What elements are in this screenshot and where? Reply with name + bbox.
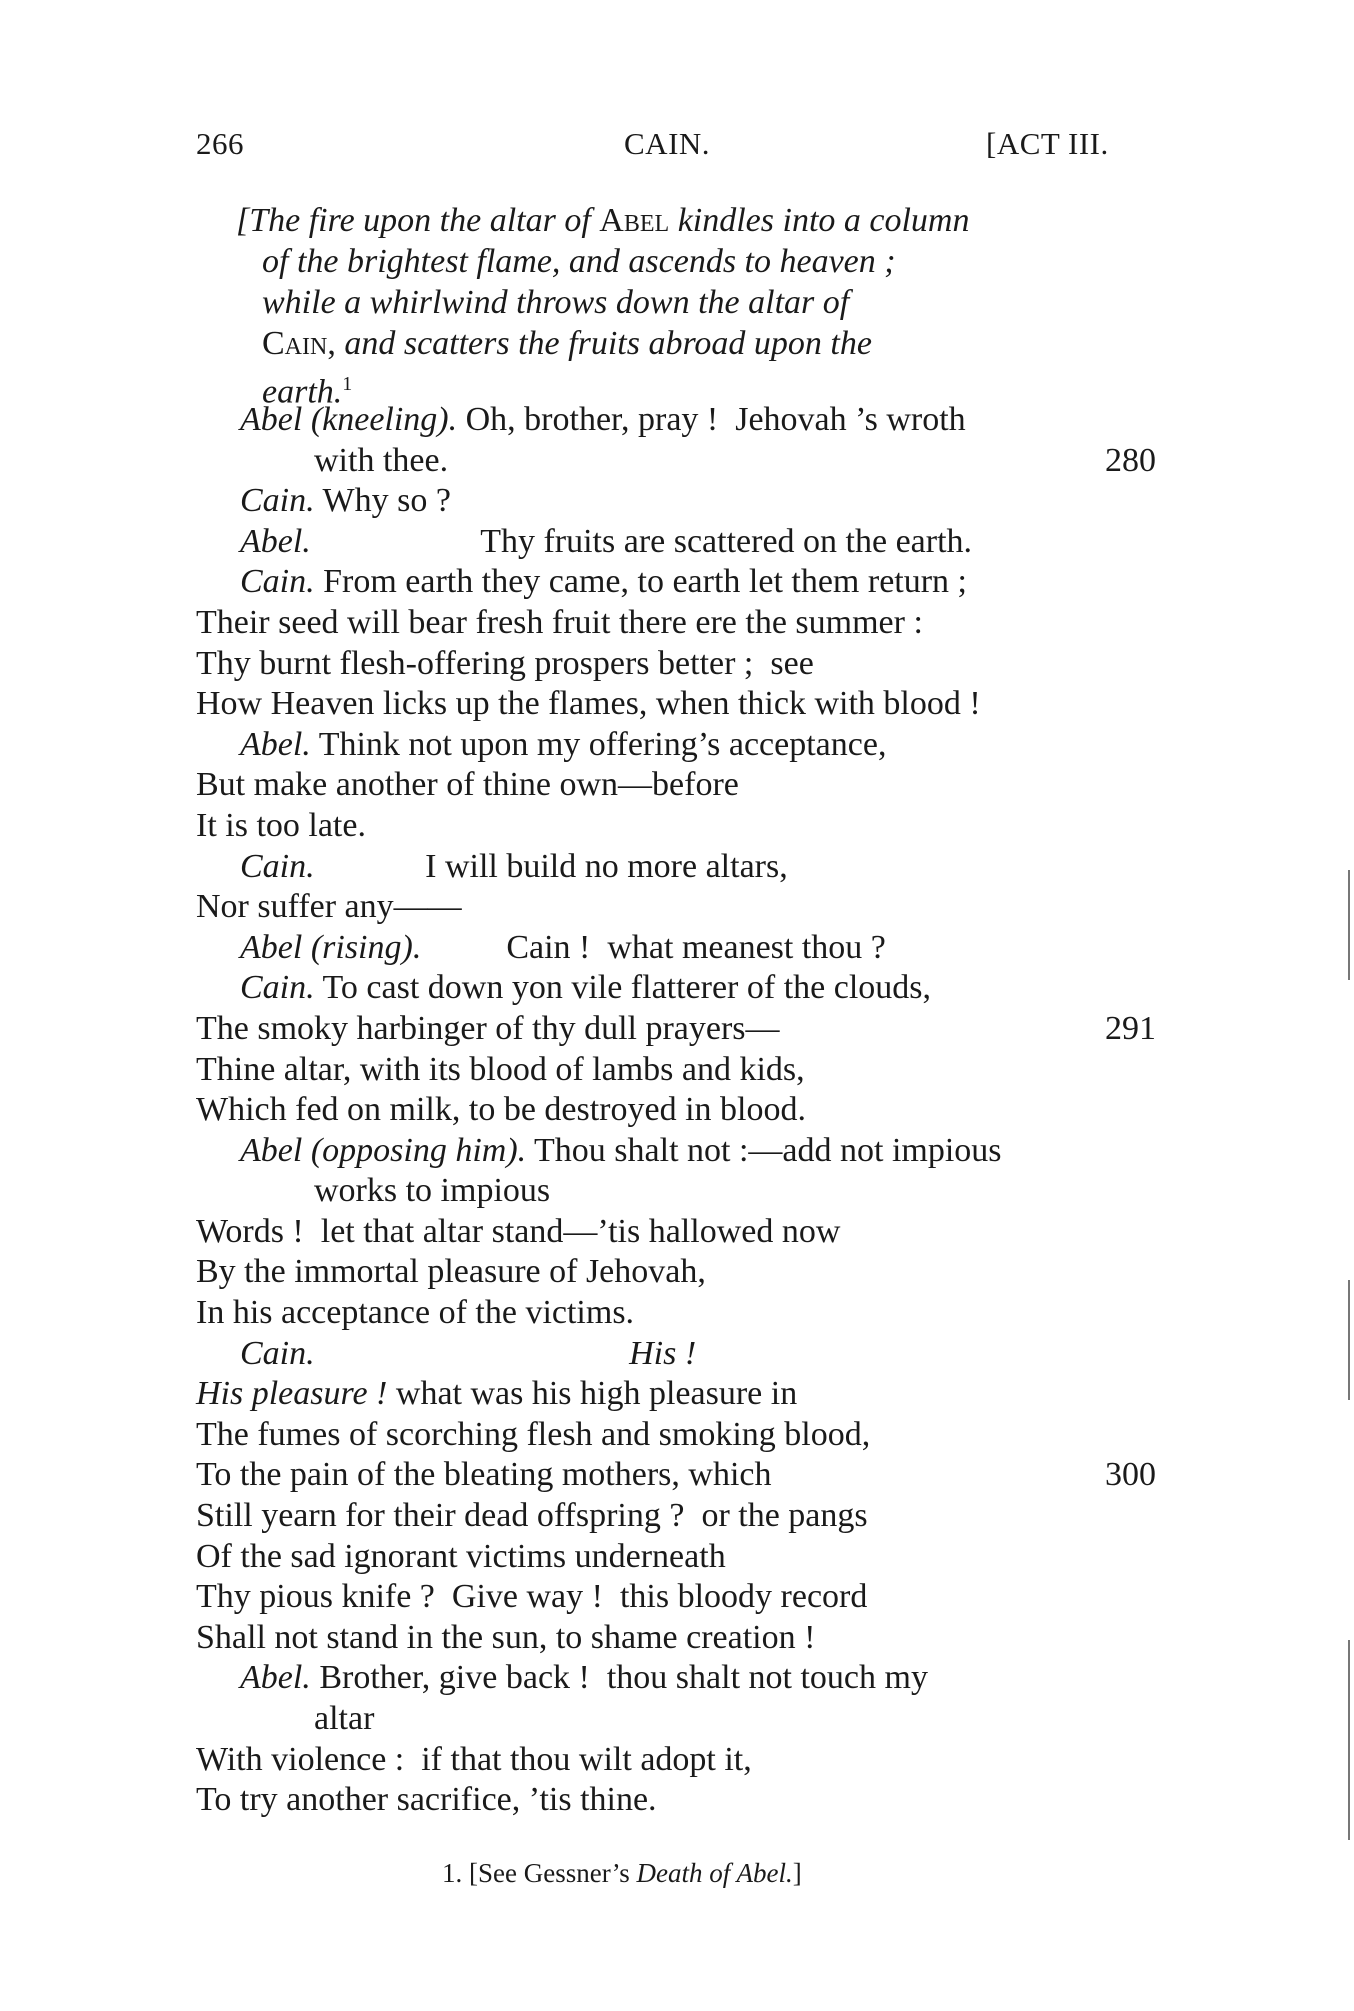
- stage-line: earth.$^1$: [262, 373, 353, 411]
- character-name: Cain: [262, 325, 328, 362]
- verse-line: Cain. To cast down yon vile flatterer of the clouds,: [240, 969, 932, 1007]
- speaker: Cain.: [240, 969, 315, 1007]
- stage-line: of the brightest flame, and ascends to heaven ;: [262, 243, 896, 280]
- footnote: 1. [See Gessner’s Death of Abel.]: [442, 1858, 802, 1888]
- verse-line: Thy burnt flesh-offering prospers better ; see: [196, 644, 814, 682]
- verse-line: Thy pious knife ? Give way ! this bloody record: [196, 1578, 868, 1616]
- verse-line: The fumes of scorching flesh and smoking blood,: [196, 1415, 871, 1453]
- line-number: 291: [1105, 1009, 1156, 1047]
- line-number: 300: [1105, 1456, 1156, 1494]
- verse-line: Nor suffer any——: [196, 888, 462, 926]
- verse-line: With violence : if that thou wilt adopt it,: [196, 1740, 752, 1778]
- speaker: Abel: [240, 1131, 303, 1169]
- verse-text: [196, 400, 1156, 1821]
- verse-line: Shall not stand in the sun, to shame creation !: [196, 1618, 816, 1656]
- scan-edge-mark: [1348, 1280, 1350, 1400]
- verse-line: The smoky harbinger of thy dull prayers— 291: [196, 1009, 1156, 1050]
- verse-line: How Heaven licks up the flames, when thick with blood !: [196, 685, 981, 723]
- verse-line: Still yearn for their dead offspring ? or the pangs: [196, 1497, 868, 1535]
- speaker: Abel.: [240, 725, 311, 763]
- character-name: Abel: [599, 202, 670, 239]
- verse-line: Which fed on milk, to be destroyed in blood.: [196, 1091, 806, 1129]
- stage-line: Cain, and scatters the fruits abroad upon the: [262, 325, 872, 362]
- speaker: Abel.: [240, 522, 311, 560]
- verse-line: His pleasure ! what was his high pleasure in: [196, 1375, 798, 1413]
- verse-line: But make another of thine own—before: [196, 766, 739, 804]
- verse-line: In his acceptance of the victims.: [196, 1294, 635, 1332]
- stage-line: while a whirlwind throws down the altar of: [262, 284, 850, 321]
- act-label: [ACT III.: [986, 126, 1109, 161]
- scan-edge-mark: [1348, 1640, 1350, 1840]
- verse-line: Abel. Thy fruits are scattered on the earth.: [240, 522, 973, 560]
- verse-line: Words ! let that altar stand—’tis hallowed now: [196, 1212, 841, 1250]
- verse-line: works to impious: [314, 1172, 551, 1210]
- page-number: 266: [196, 126, 244, 161]
- speaker: Abel: [240, 401, 303, 438]
- verse-line: Of the sad ignorant victims underneath: [196, 1537, 726, 1575]
- verse-line: Thine altar, with its blood of lambs and kids,: [196, 1050, 805, 1088]
- verse-line: Abel (kneeling). Oh, brother, pray ! Jehovah ’s wroth: [240, 401, 966, 438]
- verse-line: By the immortal pleasure of Jehovah,: [196, 1253, 706, 1291]
- verse-line: Abel. Brother, give back ! thou shalt not touch my: [240, 1659, 928, 1697]
- scan-edge-mark: [1348, 870, 1350, 980]
- verse-line: Cain. From earth they came, to earth let them return ;: [240, 563, 967, 601]
- speaker: Cain.: [240, 482, 315, 520]
- verse-line: altar: [314, 1700, 375, 1737]
- verse-line: Abel (rising). Cain ! what meanest thou ?: [240, 928, 886, 966]
- speaker: Abel.: [240, 1659, 311, 1697]
- verse-line: To the pain of the bleating mothers, which 300: [196, 1455, 1156, 1496]
- line-number: 280: [1105, 441, 1156, 479]
- verse-line: To try another sacrifice, ’tis thine.: [196, 1781, 657, 1819]
- verse-line: Abel. Think not upon my offering’s acceptance,: [240, 725, 887, 763]
- verse-line: Cain. His !: [240, 1334, 697, 1372]
- verse-line: Cain. Why so ?: [240, 482, 451, 520]
- footnote-ref: 1: [342, 373, 353, 395]
- stage-line: [The fire upon the altar of Abel kindles into a column: [236, 202, 970, 239]
- verse-line: with thee. 280: [196, 441, 1156, 482]
- speaker: Cain.: [240, 847, 315, 885]
- speaker: Abel: [240, 928, 303, 966]
- verse-line: It is too late.: [196, 806, 366, 844]
- stage-direction: [236, 200, 1152, 412]
- speaker: Cain.: [240, 563, 315, 601]
- verse-line: Their seed will bear fresh fruit there ere the summer :: [196, 603, 923, 641]
- running-title: CAIN.: [624, 126, 711, 161]
- verse-line: Abel (opposing him). Thou shalt not :—add not impious: [240, 1131, 1002, 1169]
- speaker: Cain.: [240, 1334, 315, 1372]
- verse-line: Cain. I will build no more altars,: [240, 847, 788, 885]
- footnote-work-title: Death of Abel.: [636, 1858, 793, 1888]
